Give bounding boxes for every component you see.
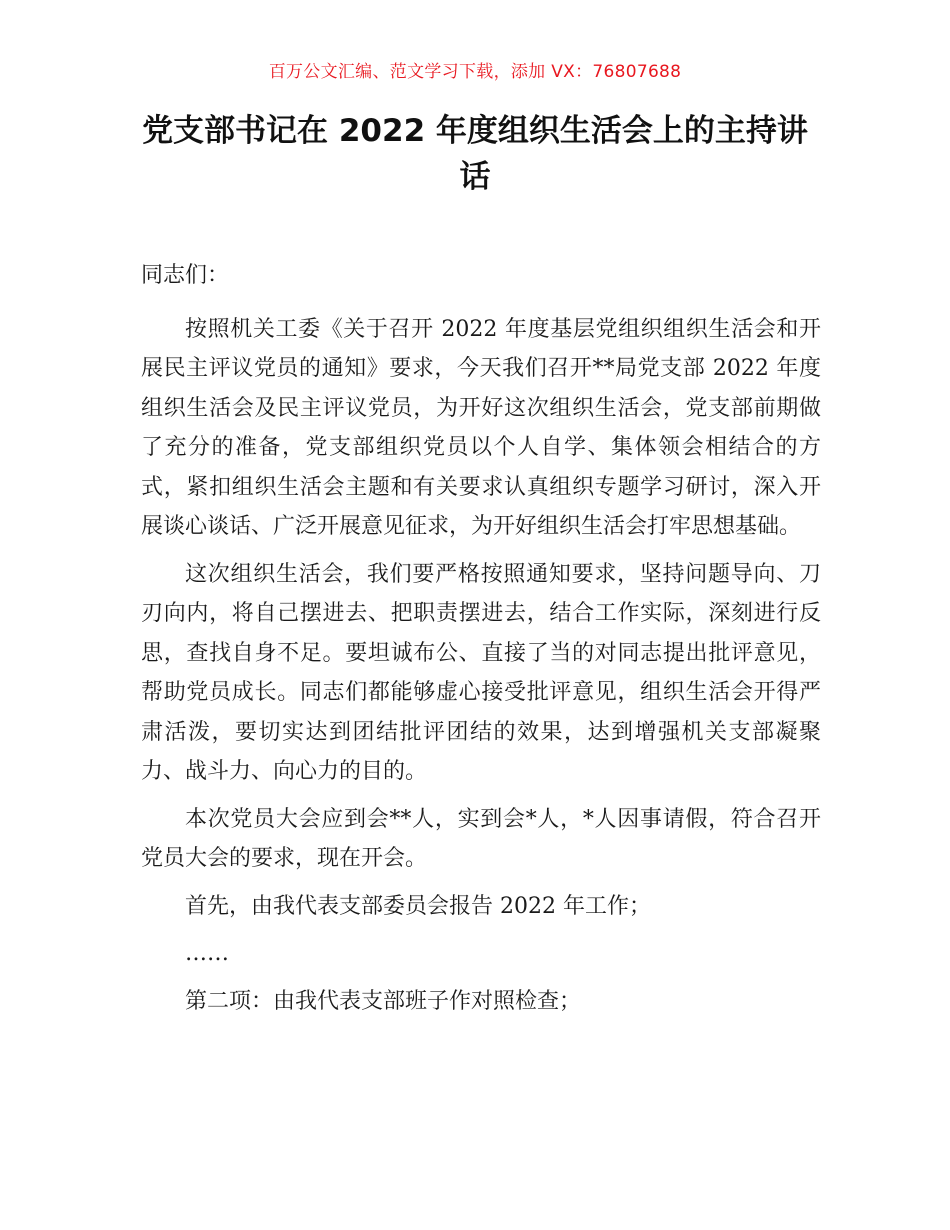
paragraph-1: 按照机关工委《关于召开 2022 年度基层党组织组织生活会和开展民主评议党员的通知》要求，今天我们召开**局党支部 2022 年度组织生活会及民主评议党员，为开好这次组织生活会，党支部前期做了充分的准备，党支部组织党员以个人自学、集体领会相结合的方式，紧扣组织生活会主题和有关要求认真组织专题学习研讨，深入开展谈心谈话、广泛开展意见征求，为开好组织生活会打牢思想基础。 [141,316,821,539]
paragraph-3: 本次党员大会应到会**人，实到会*人，*人因事请假，符合召开党员大会的要求，现在开会。 [141,806,821,871]
paragraph-ellipsis: …… [185,941,229,966]
document-title: 党支部书记在 2022 年度组织生活会上的主持讲话 [142,113,808,195]
paragraph-2: 这次组织生活会，我们要严格按照通知要求，坚持问题导向、刀刃向内，将自己摆进去、把职责摆进去，结合工作实际，深刻进行反思，查找自身不足。要坦诚布公、直接了当的对同志提出批评意见，帮助党员成长。同志们都能够虚心接受批评意见，组织生活会开得严肃活泼，要切实达到团结批评团结的效果，达到增强机关支部凝聚力、战斗力、向心力的目的。 [141,561,821,784]
paragraph-6: 第二项：由我代表支部班子作对照检查； [185,988,582,1014]
salutation: 同志们： [141,263,230,288]
watermark-banner: 百万公文汇编、范文学习下载，添加 VX：76807688 [268,62,682,82]
paragraph-4: 首先，由我代表支部委员会报告 2022 年工作； [185,893,651,919]
document-body [141,256,821,1029]
